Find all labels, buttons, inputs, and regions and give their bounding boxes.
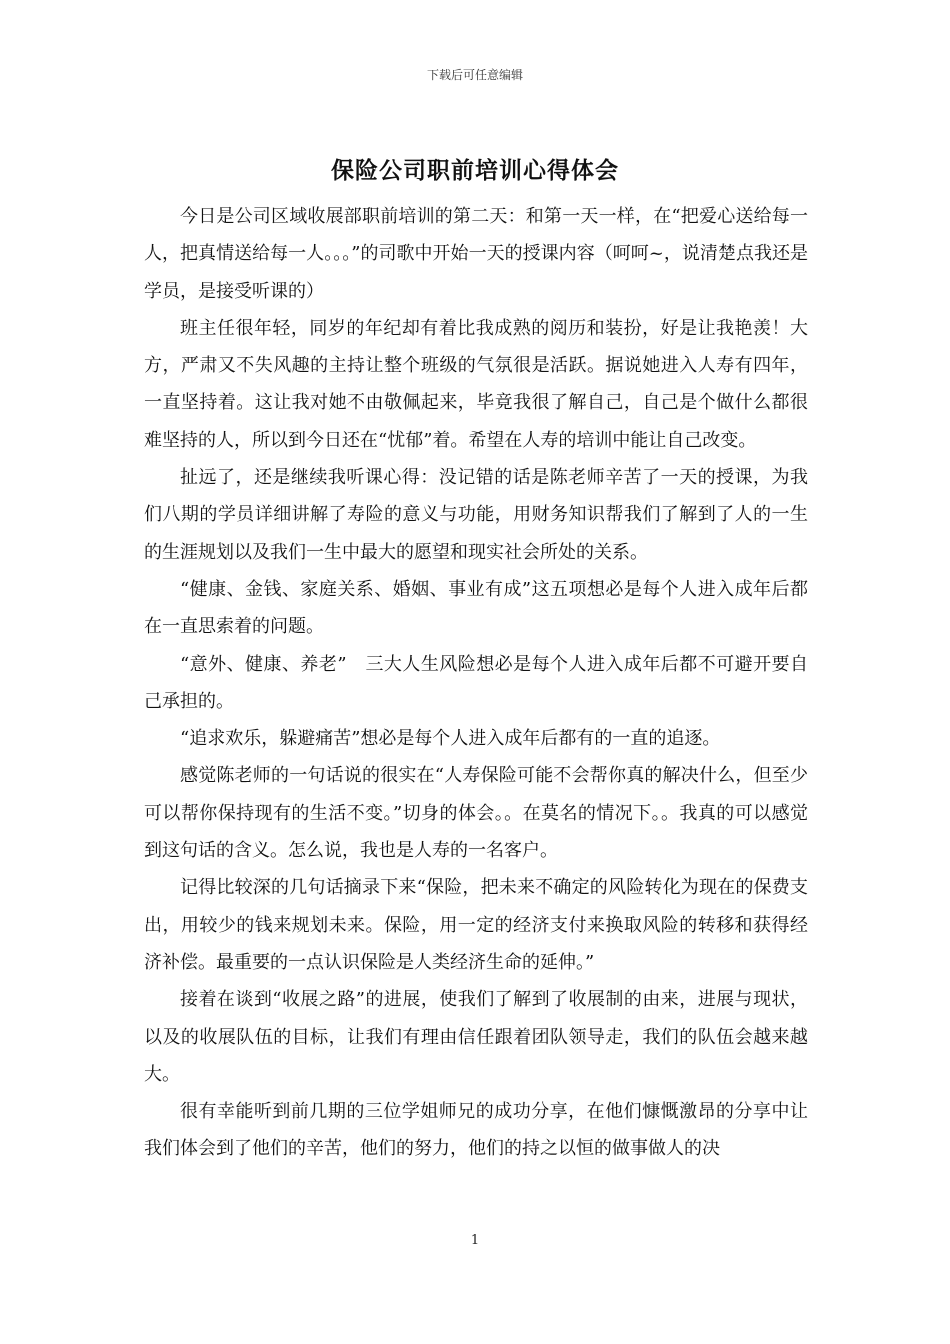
- paragraph: 记得比较深的几句话摘录下来“保险，把未来不确定的风险转化为现在的保费支出，用较少的钱来规划未来。保险，用一定的经济支付来换取风险的转移和获得经济补偿。最重要的一点认识保险是人类经济生命的延伸。”: [144, 877, 808, 973]
- paragraph: “健康、金钱、家庭关系、婚姻、事业有成”这五项想必是每个人进入成年后都在一直思索着的问题。: [144, 578, 808, 638]
- page-number: 1: [470, 1233, 480, 1248]
- document-title: 保险公司职前培训心得体会: [331, 157, 619, 184]
- header-note: 下载后可任意编辑: [426, 68, 523, 82]
- paragraph: 班主任很年轻，同岁的年纪却有着比我成熟的阅历和装扮，好是让我艳羡！大方，严肃又不失风趣的主持让整个班级的气氛很是活跃。据说她进入人寿有四年，一直坚持着。这让我对她不由敬佩起来，毕竟我很了解自己，自己是个做什么都很难坚持的人，所以到今日还在“忧郁”着。希望在人寿的培训中能让自己改变。: [144, 317, 808, 451]
- document-body: [144, 198, 808, 1168]
- paragraph: 接着在谈到“收展之路”的进展，使我们了解到了收展制的由来，进展与现状，以及的收展队伍的目标，让我们有理由信任跟着团队领导走，我们的队伍会越来越大。: [144, 989, 808, 1085]
- paragraph: 今日是公司区域收展部职前培训的第二天：和第一天一样，在“把爱心送给每一人，把真情送给每一人。。。”的司歌中开始一天的授课内容（呵呵~，说清楚点我还是学员，是接受听课的）: [144, 206, 808, 302]
- paragraph: 扯远了，还是继续我听课心得：没记错的话是陈老师辛苦了一天的授课，为我们八期的学员详细讲解了寿险的意义与功能，用财务知识帮我们了解到了人的一生的生涯规划以及我们一生中最大的愿望和现实社会所处的关系。: [144, 467, 808, 563]
- paragraph: “意外、健康、养老” 三大人生风险想必是每个人进入成年后都不可避开要自己承担的。: [144, 653, 808, 712]
- paragraph: 感觉陈老师的一句话说的很实在“人寿保险可能不会帮你真的解决什么，但至少可以帮你保持现有的生活不变。”切身的体会。。在莫名的情况下。。我真的可以感觉到这句话的含义。怎么说，我也是人寿的一名客户。: [144, 765, 808, 862]
- paragraph: “追求欢乐，躲避痛苦”想必是每个人进入成年后都有的一直的追逐。: [180, 728, 721, 750]
- paragraph: 很有幸能听到前几期的三位学姐师兄的成功分享，在他们慷慨激昂的分享中让我们体会到了他们的辛苦，他们的努力，他们的持之以恒的做事做人的决: [144, 1101, 808, 1160]
